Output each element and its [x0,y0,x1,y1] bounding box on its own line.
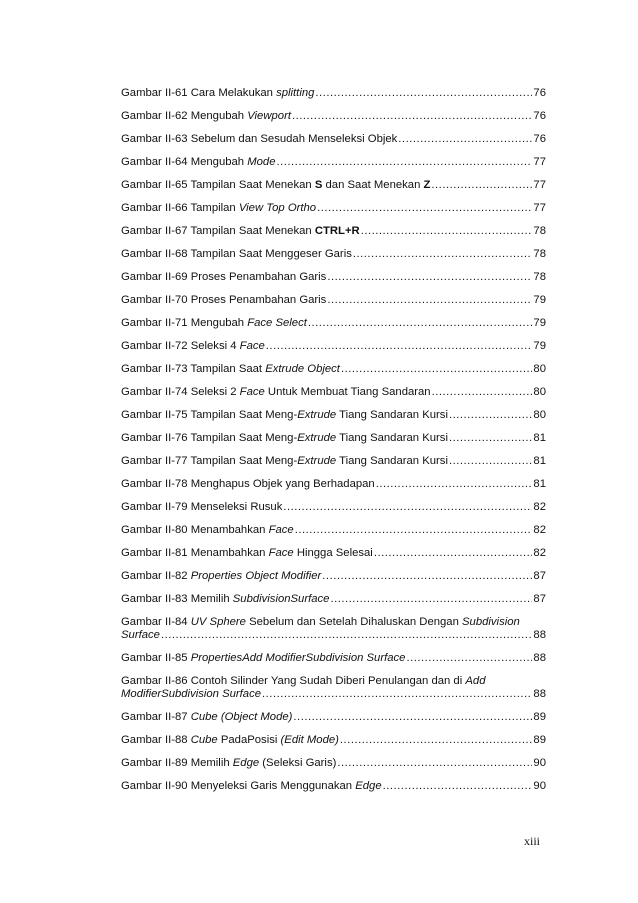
entry-page-number: 88 [533,688,546,700]
toc-entry[interactable] [121,317,546,330]
toc-entry[interactable] [121,248,546,261]
dot-leader [376,478,533,491]
toc-entry[interactable] [121,340,546,353]
entry-text-segment: Gambar II-69 Proses Penambahan Garis [121,271,327,283]
dot-leader [341,363,532,376]
entry-row [121,156,546,169]
entry-text-segment: Extrude [297,432,337,444]
entry-row [121,363,546,376]
entry-page-number: 89 [533,711,546,723]
entry-row [121,294,546,307]
entry-text-segment: Face Select [247,317,307,329]
entry-label-first-line [121,616,546,629]
toc-entry[interactable] [121,734,546,747]
entry-text-segment: Subdivision [462,616,520,628]
entry-text-segment: Tiang Sandaran Kursi [336,432,448,444]
entry-text-segment: Gambar II-61 Cara Melakukan [121,87,277,99]
entry-label [121,294,326,307]
entry-page-number: 81 [533,432,546,444]
entry-text-segment: Gambar II-90 Menyeleksi Garis Menggunakan [121,780,356,792]
toc-entry[interactable] [121,593,546,606]
entry-text-segment: Gambar II-89 Memilih [121,757,233,769]
dot-leader [449,432,532,445]
entry-page-number: 79 [533,294,546,306]
entry-page-number: 79 [533,340,546,352]
entry-label [121,179,430,192]
entry-row [121,110,546,123]
dot-leader [315,87,532,100]
entry-text-segment: Gambar II-75 Tampilan Saat Meng- [121,409,298,421]
dot-leader [293,711,532,724]
toc-entry[interactable] [121,409,546,422]
entry-text-segment: PadaPosisi [217,734,281,746]
entry-label [121,248,352,261]
entry-label [121,478,375,491]
dot-leader [317,202,532,215]
dot-leader [276,156,532,169]
dot-leader [340,734,533,747]
entry-text-segment: dan Saat Menekan [322,179,424,191]
entry-page-number: 76 [533,110,546,122]
entry-label [121,652,405,665]
dot-leader [361,225,533,238]
page-number: xiii [524,834,541,848]
entry-text-segment: Gambar II-80 Menambahkan [121,524,269,536]
entry-label [121,202,316,215]
entry-label [121,688,261,701]
entry-text-segment: Gambar II-85 [121,652,191,664]
entry-text-segment: Gambar II-79 Menseleksi Rusuk [121,501,283,513]
toc-entry[interactable] [121,524,546,537]
toc-entry[interactable] [121,271,546,284]
entry-label [121,711,292,724]
toc-entry[interactable] [121,225,546,238]
entry-text-segment: Face [268,524,294,536]
entry-label [121,432,448,445]
dot-leader [295,524,533,537]
entry-label [121,629,160,642]
entry-text-segment: Sebelum dan Setelah Dihaluskan Dengan [245,616,463,628]
entry-label [121,570,321,583]
entry-page-number: 89 [533,734,546,746]
entry-row [121,524,546,537]
entry-page-number: 90 [533,757,546,769]
dot-leader [283,501,532,514]
entry-label [121,317,307,330]
entry-text-segment: Gambar II-78 Menghapus Objek yang Berhadapan [121,478,375,490]
entry-text-segment: Tiang Sandaran Kursi [336,409,448,421]
entry-text-segment: Add [465,675,486,687]
entry-row [121,271,546,284]
entry-text-segment: Gambar II-72 Seleksi 4 [121,340,240,352]
entry-text-segment: Gambar II-62 Mengubah [121,110,248,122]
entry-row [121,87,546,100]
entry-label [121,386,431,399]
dot-leader [308,317,533,330]
dot-leader [161,629,532,642]
entry-text-segment: Gambar II-66 Tampilan [121,202,239,214]
entry-label [121,340,265,353]
toc-entry[interactable] [121,780,546,793]
dot-leader [330,593,532,606]
toc-entry[interactable] [121,455,546,468]
entry-page-number: 77 [533,179,546,191]
entry-row [121,455,546,468]
dot-leader [431,179,532,192]
toc-entry[interactable] [121,432,546,445]
entry-text-segment: splitting [276,87,315,99]
entry-text-segment: Gambar II-70 Proses Penambahan Garis [121,294,327,306]
entry-text-segment: Viewport [247,110,291,122]
entry-text-segment: Properties Object Modifier [190,570,322,582]
entry-text-segment: Gambar II-84 [121,616,191,628]
toc-entry[interactable] [121,478,546,491]
entry-page-number: 76 [533,87,546,99]
toc-entry[interactable] [121,156,546,169]
entry-page-number: 78 [533,225,546,237]
entry-text-segment: Face [239,340,265,352]
entry-row [121,757,546,770]
toc-entry[interactable] [121,133,546,146]
entry-text-segment: CTRL+R [314,225,360,237]
entry-text-segment: Gambar II-71 Mengubah [121,317,248,329]
entry-text-segment: Extrude [297,455,337,467]
entry-page-number: 82 [533,547,546,559]
toc-entry[interactable] [121,87,546,100]
entry-page-number: 78 [533,271,546,283]
entry-text-segment: Surface [121,629,160,641]
entry-text-segment: Extrude [297,409,337,421]
entry-label [121,133,397,146]
entry-label [121,156,275,169]
entry-page-number: 80 [533,363,546,375]
entry-text-segment: Gambar II-86 Contoh Silinder Yang Sudah Diberi Penulangan dan di [121,675,466,687]
entry-text-segment: Mode [247,156,276,168]
entry-text-segment: ModifierSubdivision Surface [121,688,262,700]
entry-text-segment: Extrude Object [265,363,340,375]
entry-text-segment: Face [268,547,294,559]
toc-entry[interactable] [121,570,546,583]
entry-text-segment: UV Sphere [190,616,246,628]
entry-text-segment: Face [239,386,265,398]
toc-entry[interactable] [121,652,546,665]
entry-row [121,593,546,606]
entry-row [121,780,546,793]
entry-text-segment: Gambar II-83 Memilih [121,593,233,605]
entry-page-number: 77 [533,156,546,168]
entry-text-segment: Untuk Membuat Tiang Sandaran [264,386,431,398]
entry-text-segment: Gambar II-81 Menambahkan [121,547,269,559]
entry-label [121,524,294,537]
entry-text-segment: Gambar II-82 [121,570,191,582]
dot-leader [353,248,533,261]
entry-text-segment: View Top Ortho [238,202,317,214]
entry-page-number: 79 [533,317,546,329]
entry-label [121,271,326,284]
entry-text-segment: Cube [190,734,218,746]
entry-row [121,688,546,701]
entry-page-number: 82 [533,524,546,536]
toc-entry[interactable] [121,547,546,560]
entry-text-segment: Gambar II-88 [121,734,191,746]
entry-text-segment: SubdivisionSurface [232,593,330,605]
list-of-figures [121,87,546,803]
toc-entry[interactable] [121,711,546,724]
toc-entry[interactable] [121,202,546,215]
entry-page-number: 82 [533,501,546,513]
toc-entry[interactable] [121,386,546,399]
entry-text-segment: (Seleksi Garis) [259,757,337,769]
entry-page-number: 81 [533,455,546,467]
entry-page-number: 78 [533,248,546,260]
entry-row [121,248,546,261]
entry-row [121,179,546,192]
entry-text-segment: Tiang Sandaran Kursi [336,455,448,467]
dot-leader [398,133,532,146]
entry-text-segment: Edge [232,757,260,769]
toc-entry[interactable] [121,675,546,701]
toc-entry[interactable] [121,501,546,514]
entry-text-segment: (Edit Mode) [280,734,339,746]
entry-text-segment: Gambar II-74 Seleksi 2 [121,386,240,398]
entry-text-segment: Gambar II-64 Mengubah [121,156,248,168]
entry-row [121,317,546,330]
entry-label [121,409,448,422]
entry-label [121,225,360,238]
entry-text-segment: Edge [355,780,382,792]
entry-text-segment: PropertiesAdd ModifierSubdivision Surface [190,652,406,664]
dot-leader [262,688,532,701]
entry-row [121,409,546,422]
entry-row [121,711,546,724]
entry-text-segment: Gambar II-68 Tampilan Saat Menggeser Garis [121,248,352,260]
entry-page-number: 87 [533,593,546,605]
entry-label [121,363,340,376]
toc-entry[interactable] [121,363,546,376]
toc-entry[interactable] [121,757,546,770]
dot-leader [322,570,532,583]
entry-text-segment: Gambar II-87 [121,711,191,723]
entry-text-segment: Hingga Selesai [293,547,373,559]
entry-row [121,225,546,238]
entry-label [121,734,339,747]
entry-text-segment: Gambar II-67 Tampilan Saat Menekan [121,225,315,237]
entry-text-segment: Z [423,179,431,191]
entry-row [121,386,546,399]
entry-page-number: 90 [533,780,546,792]
dot-leader [327,294,532,307]
entry-row [121,501,546,514]
entry-label [121,757,336,770]
entry-label [121,501,282,514]
entry-label [121,593,329,606]
entry-row [121,202,546,215]
entry-label [121,547,373,560]
entry-text-segment: S [314,179,323,191]
entry-text-segment: Gambar II-77 Tampilan Saat Meng- [121,455,298,467]
entry-label [121,87,314,100]
entry-page-number: 80 [533,409,546,421]
dot-leader [266,340,533,353]
entry-page-number: 88 [533,652,546,664]
entry-row [121,734,546,747]
entry-page-number: 87 [533,570,546,582]
dot-leader [292,110,532,123]
dot-leader [337,757,532,770]
entry-page-number: 77 [533,202,546,214]
entry-page-number: 80 [533,386,546,398]
entry-row [121,133,546,146]
entry-text-segment: Gambar II-76 Tampilan Saat Meng- [121,432,298,444]
entry-page-number: 88 [533,629,546,641]
entry-label [121,780,382,793]
entry-row [121,478,546,491]
entry-text-segment: Gambar II-65 Tampilan Saat Menekan [121,179,315,191]
dot-leader [383,780,533,793]
entry-row [121,340,546,353]
toc-entry[interactable] [121,179,546,192]
dot-leader [406,652,532,665]
toc-entry[interactable] [121,616,546,642]
entry-text-segment: Gambar II-63 Sebelum dan Sesudah Menseleksi Objek [121,133,398,145]
toc-entry[interactable] [121,110,546,123]
entry-text-segment: Gambar II-73 Tampilan Saat [121,363,266,375]
entry-label [121,455,448,468]
entry-row [121,652,546,665]
entry-label [121,110,291,123]
entry-page-number: 76 [533,133,546,145]
dot-leader [432,386,533,399]
entry-page-number: 81 [533,478,546,490]
entry-text-segment: Cube (Object Mode) [190,711,293,723]
dot-leader [327,271,532,284]
dot-leader [374,547,533,560]
entry-row [121,547,546,560]
entry-label-first-line [121,675,546,688]
dot-leader [449,409,532,422]
entry-row [121,629,546,642]
dot-leader [449,455,532,468]
toc-entry[interactable] [121,294,546,307]
entry-row [121,570,546,583]
entry-row [121,432,546,445]
